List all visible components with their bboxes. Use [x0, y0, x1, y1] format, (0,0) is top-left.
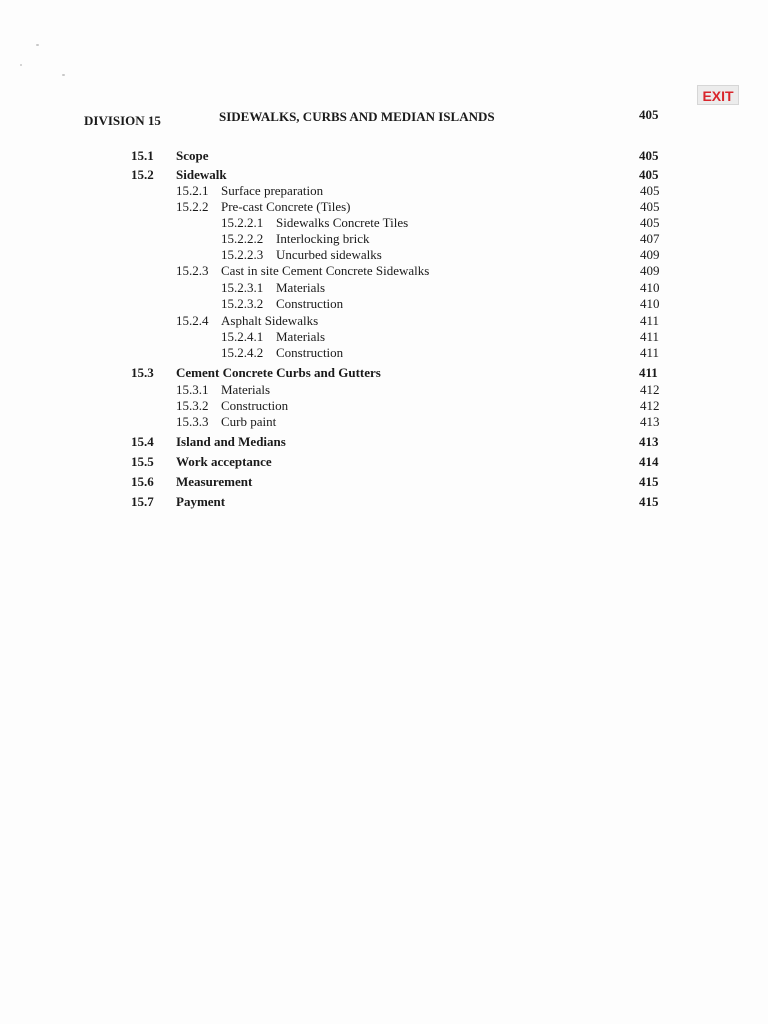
toc-entry-title: Island and Medians — [176, 434, 286, 449]
toc-entry[interactable] — [0, 231, 768, 247]
toc-entry-page: 414 — [639, 454, 659, 469]
toc-entry[interactable] — [0, 199, 768, 215]
toc-entry-page: 415 — [639, 494, 659, 509]
toc-entry-title: Work acceptance — [176, 454, 272, 469]
toc-entry-number: 15.2.4 — [176, 313, 209, 328]
toc-entry-page: 405 — [640, 215, 660, 230]
toc-entry-number: 15.3.2 — [176, 398, 209, 413]
toc-entry[interactable] — [0, 365, 768, 381]
toc-entry[interactable] — [0, 313, 768, 329]
toc-entry-page: 413 — [639, 434, 659, 449]
toc-entry-page: 412 — [640, 382, 660, 397]
toc-entry-number: 15.2.3 — [176, 263, 209, 278]
toc-entry[interactable] — [0, 329, 768, 345]
toc-entry-page: 409 — [640, 247, 660, 262]
toc-entry-title: Uncurbed sidewalks — [276, 247, 382, 262]
toc-entry[interactable] — [0, 414, 768, 430]
toc-entry-title: Materials — [276, 329, 326, 344]
toc-entry-title: Payment — [176, 494, 226, 509]
toc-entry[interactable] — [0, 148, 768, 164]
toc-entry[interactable] — [0, 494, 768, 510]
toc-entry-title: Construction — [221, 398, 289, 413]
toc-entry-number: 15.2.4.2 — [221, 345, 264, 360]
toc-entry[interactable] — [0, 398, 768, 414]
toc-entry[interactable] — [0, 454, 768, 470]
scan-speck — [36, 44, 39, 46]
division-label: DIVISION 15 — [84, 113, 161, 128]
toc-entry-title: Measurement — [176, 474, 253, 489]
toc-entry-number: 15.2 — [131, 167, 154, 182]
toc-entry-page: 405 — [639, 148, 659, 163]
toc-entry-page: 412 — [640, 398, 660, 413]
toc-entry-title: Sidewalks Concrete Tiles — [276, 215, 409, 230]
division-title: SIDEWALKS, CURBS AND MEDIAN ISLANDS — [219, 109, 495, 124]
toc-entry-title: Pre-cast Concrete (Tiles) — [221, 199, 351, 214]
toc-entry[interactable] — [0, 296, 768, 312]
toc-entry-page: 413 — [640, 414, 660, 429]
toc-entry-number: 15.2.2.3 — [221, 247, 264, 262]
toc-entry-page: 411 — [639, 365, 658, 380]
toc-entry-title: Construction — [276, 345, 344, 360]
exit-button[interactable]: EXIT — [697, 85, 739, 105]
toc-entry-number: 15.4 — [131, 434, 154, 449]
toc-entry-title: Interlocking brick — [276, 231, 370, 246]
division-page-number: 405 — [639, 107, 659, 122]
toc-entry-title: Surface preparation — [221, 183, 324, 198]
toc-entry-title: Curb paint — [221, 414, 277, 429]
toc-entry-title: Materials — [276, 280, 326, 295]
scan-speck — [62, 74, 65, 76]
toc-entry-page: 405 — [640, 199, 660, 214]
toc-entry[interactable] — [0, 474, 768, 490]
toc-entry-number: 15.2.2 — [176, 199, 209, 214]
toc-entry-page: 407 — [640, 231, 660, 246]
toc-entry-title: Asphalt Sidewalks — [221, 313, 319, 328]
toc-entry-number: 15.2.3.2 — [221, 296, 264, 311]
toc-entry-page: 405 — [639, 167, 659, 182]
toc-entry[interactable] — [0, 345, 768, 361]
toc-entry-number: 15.2.3.1 — [221, 280, 264, 295]
toc-entry-number: 15.3.1 — [176, 382, 209, 397]
toc-entry[interactable] — [0, 247, 768, 263]
toc-entry[interactable] — [0, 263, 768, 279]
toc-entry-number: 15.2.2.1 — [221, 215, 264, 230]
scan-speck — [20, 64, 22, 66]
toc-entry-number: 15.3 — [131, 365, 154, 380]
toc-entry-number: 15.2.1 — [176, 183, 209, 198]
toc-entry-number: 15.5 — [131, 454, 154, 469]
toc-entry-title: Sidewalk — [176, 167, 227, 182]
toc-entry-page: 411 — [640, 345, 660, 360]
toc-entry-page: 409 — [640, 263, 660, 278]
toc-entry-number: 15.2.2.2 — [221, 231, 264, 246]
toc-entry[interactable] — [0, 382, 768, 398]
toc-entry[interactable] — [0, 183, 768, 199]
toc-entry[interactable] — [0, 280, 768, 296]
toc-entry-page: 410 — [640, 296, 660, 311]
toc-entry-page: 411 — [640, 329, 660, 344]
toc-entry-number: 15.7 — [131, 494, 154, 509]
toc-entry-title: Cast in site Cement Concrete Sidewalks — [221, 263, 430, 278]
toc-entry-page: 415 — [639, 474, 659, 489]
toc-entry[interactable] — [0, 434, 768, 450]
toc-entry-title: Materials — [221, 382, 271, 397]
toc-entry-title: Scope — [176, 148, 209, 163]
toc-entry[interactable] — [0, 215, 768, 231]
toc-entry-title: Construction — [276, 296, 344, 311]
toc-entry-page: 411 — [640, 313, 660, 328]
toc-entry-number: 15.3.3 — [176, 414, 209, 429]
toc-entry-number: 15.2.4.1 — [221, 329, 264, 344]
toc-entry[interactable] — [0, 167, 768, 183]
toc-entry-number: 15.6 — [131, 474, 154, 489]
toc-entry-title: Cement Concrete Curbs and Gutters — [176, 365, 381, 380]
toc-entry-page: 410 — [640, 280, 660, 295]
toc-entry-page: 405 — [640, 183, 660, 198]
toc-entry-number: 15.1 — [131, 148, 154, 163]
